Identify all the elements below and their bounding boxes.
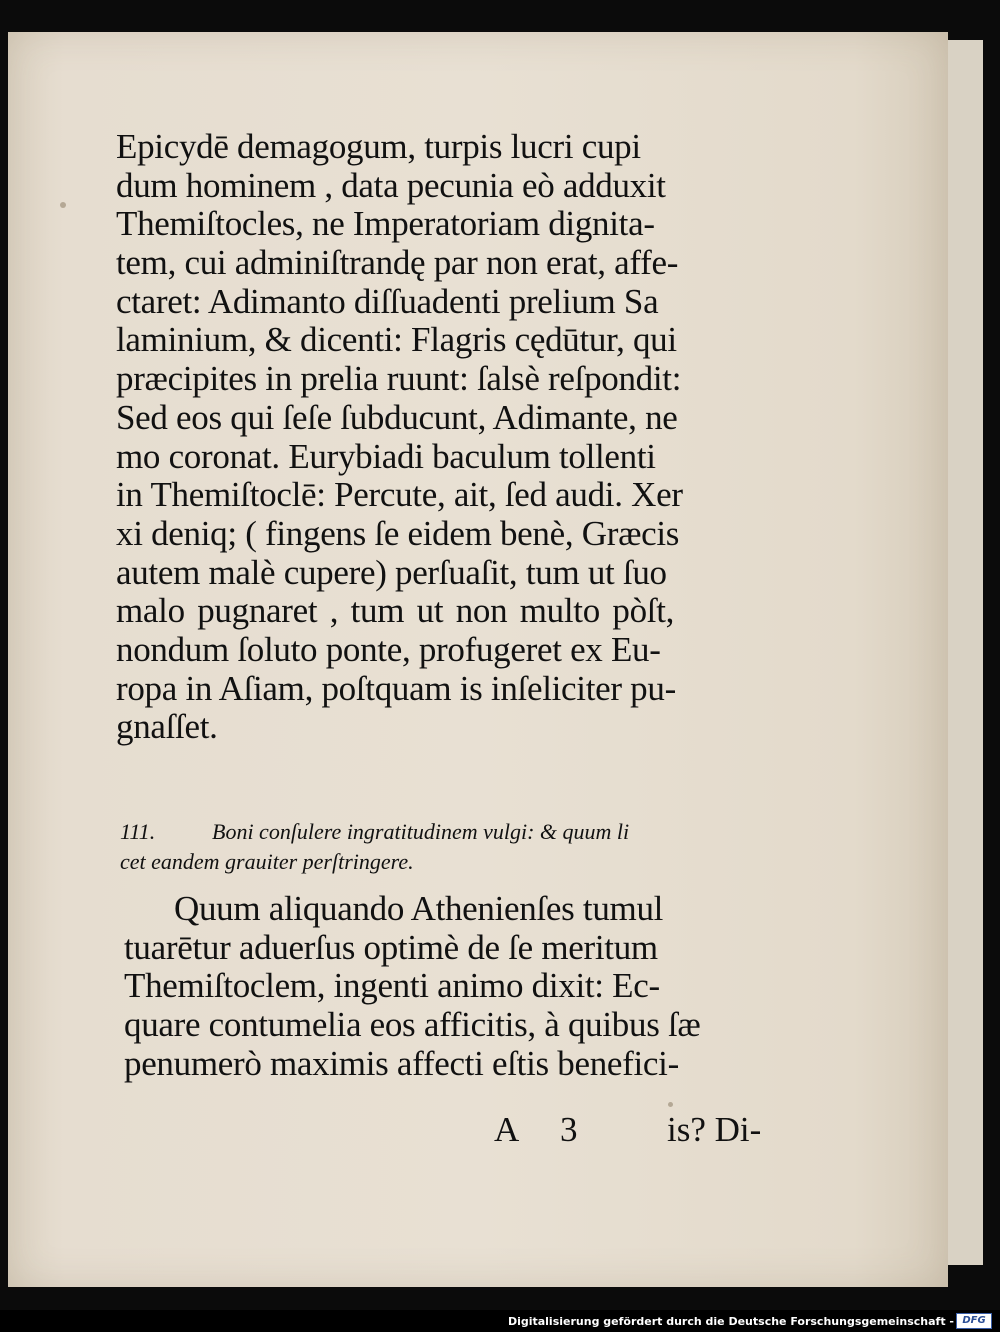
text-line: Quum aliquando Athenienſes tumul bbox=[174, 889, 664, 928]
text-line: laminium, & dicenti: Flagris cędūtur, qui bbox=[116, 320, 677, 360]
text-line: tem, cui adminiſtrandę par non erat, affe- bbox=[116, 243, 679, 283]
dfg-logo: DFG bbox=[956, 1313, 992, 1329]
text-line: tuarētur aduerſus optimè de ſe meritum bbox=[124, 927, 658, 967]
paper-spot bbox=[60, 202, 66, 208]
section-heading bbox=[120, 818, 760, 878]
body-text-bottom bbox=[124, 890, 744, 1083]
text-line: gnaſſet. bbox=[116, 707, 218, 747]
text-line: præcipites in prelia ruunt: ſalsè reſpondit: bbox=[116, 359, 682, 399]
text-line: Themiſtocles, ne Imperatoriam dignita- bbox=[116, 204, 655, 244]
catchword: is? Di- bbox=[667, 1110, 762, 1149]
catchline bbox=[484, 1110, 784, 1150]
body-text-top bbox=[116, 128, 744, 747]
text-line: nondum ſoluto ponte, profugeret ex Eu- bbox=[116, 629, 661, 669]
text-line: autem malè cupere) perſuaſit, tum ut ſuo bbox=[116, 552, 667, 592]
heading-line: cet eandem grauiter perſtringere. bbox=[120, 849, 414, 874]
section-number: 111. bbox=[120, 819, 156, 844]
text-line: Epicydē demagogum, turpis lucri cupi bbox=[116, 127, 641, 166]
text-line: xi deniq; ( fingens ſe eidem benè, Græcis bbox=[116, 513, 680, 553]
text-line: ropa in Aſiam, poſtquam is inſeliciter pu- bbox=[116, 668, 676, 708]
text-line: Sed eos qui ſeſe ſubducunt, Adimante, ne bbox=[116, 397, 678, 437]
text-line: in Themiſtoclē: Percute, ait, ſed audi. Xer bbox=[116, 475, 683, 515]
folio-number: 3 bbox=[560, 1110, 578, 1149]
text-line: dum hominem , data pecunia eò adduxit bbox=[116, 165, 666, 205]
text-line: Themiſtoclem, ingenti animo dixit: Ec- bbox=[124, 966, 660, 1006]
text-line: mo coronat. Eurybiadi baculum tollenti bbox=[116, 436, 656, 476]
paper-spot bbox=[668, 1102, 673, 1107]
heading-line: Boni conſulere ingratitudinem vulgi: & quum li bbox=[212, 819, 630, 844]
text-line: malo pugnaret , tum ut non multo pòſt, bbox=[116, 591, 675, 631]
digitization-credit: Digitalisierung gefördert durch die Deutsche Forschungsgemeinschaft - bbox=[507, 1315, 954, 1328]
signature-mark: A bbox=[494, 1110, 520, 1149]
text-line: quare contumelia eos afficitis, à quibus ſæ bbox=[124, 1005, 701, 1045]
text-line: penumerò maximis affecti eſtis benefici- bbox=[124, 1043, 679, 1083]
text-line: ctaret: Adimanto diſſuadenti prelium Sa bbox=[116, 281, 659, 321]
